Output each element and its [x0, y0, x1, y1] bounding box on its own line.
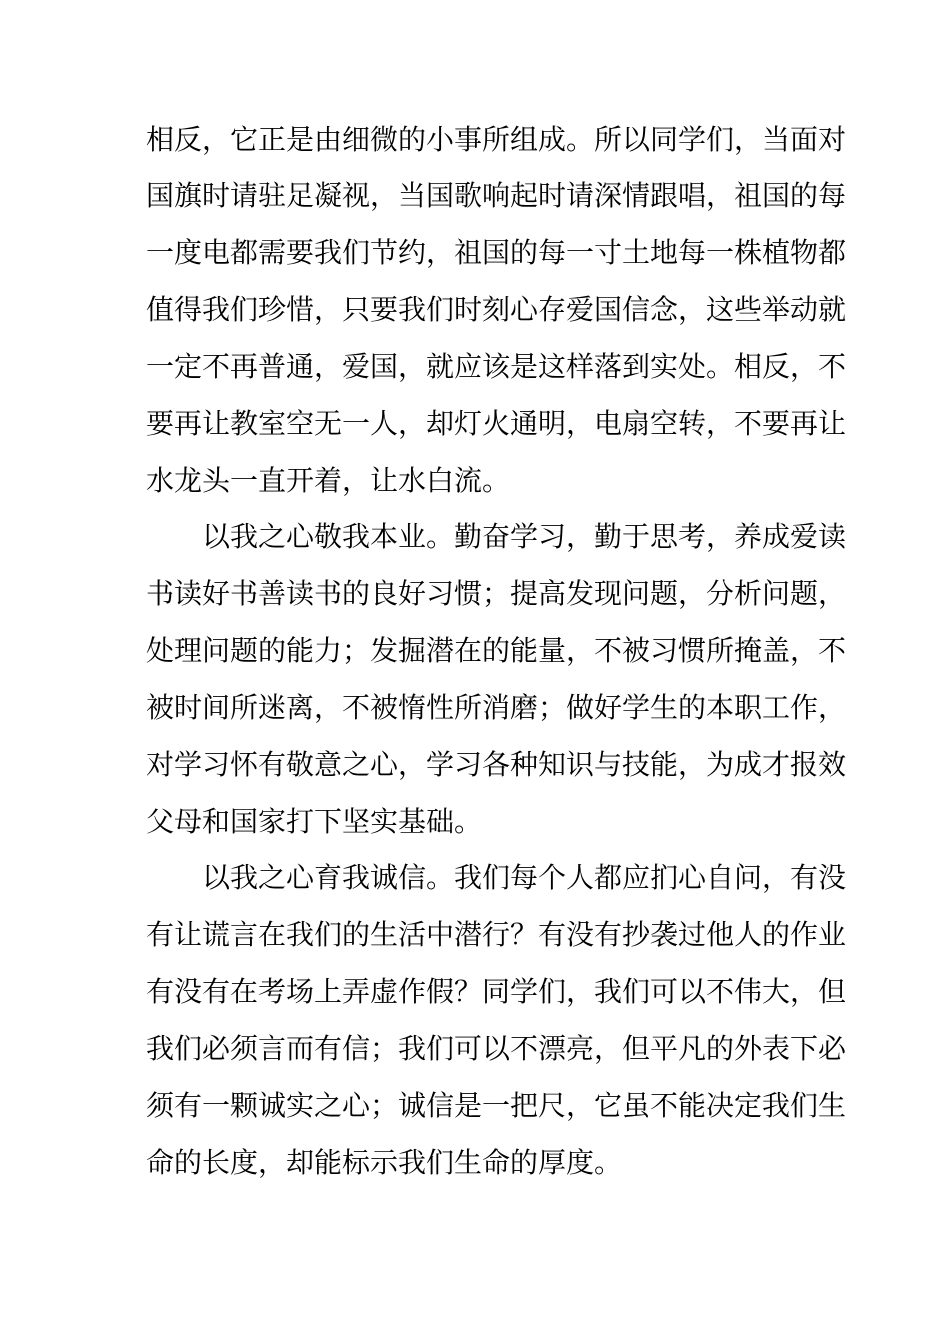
text-line: 命的长度，却能标示我们生命的厚度。: [146, 1146, 623, 1179]
text-line: 相反，它正是由细微的小事所组成。所以同学们，当面对: [146, 123, 847, 156]
text-line: 有没有在考场上弄虚作假？同学们，我们可以不伟大，但: [146, 975, 847, 1008]
text-line: 一定不再普通，爱国，就应该是这样落到实处。相反，不: [146, 350, 847, 383]
text-line: 书读好书善读书的良好习惯；提高发现问题，分析问题，: [146, 577, 847, 610]
text-line: 父母和国家打下坚实基础。: [146, 805, 483, 838]
text-line: 有让谎言在我们的生活中潜行？有没有抄袭过他人的作业: [146, 918, 847, 951]
text-line: 我们必须言而有信；我们可以不漂亮，但平凡的外表下必: [146, 1032, 847, 1065]
text-line: 一度电都需要我们节约，祖国的每一寸土地每一株植物都: [146, 236, 847, 269]
text-line: 须有一颗诚实之心；诚信是一把尺，它虽不能决定我们生: [146, 1089, 847, 1122]
text-line: 值得我们珍惜，只要我们时刻心存爱国信念，这些举动就: [146, 293, 847, 326]
text-line: 处理问题的能力；发掘潜在的能量，不被习惯所掩盖，不: [146, 634, 847, 667]
paragraph-start-line: 以我之心敬我本业。勤奋学习，勤于思考，养成爱读: [202, 520, 847, 553]
text-line: 对学习怀有敬意之心，学习各种知识与技能，为成才报效: [146, 748, 847, 781]
text-line: 国旗时请驻足凝视，当国歌响起时请深情跟唱，祖国的每: [146, 179, 847, 212]
text-line: 水龙头一直开着，让水白流。: [146, 464, 511, 497]
text-line: 要再让教室空无一人，却灯火通明，电扇空转，不要再让: [146, 407, 847, 440]
text-line: 被时间所迷离，不被惰性所消磨；做好学生的本职工作，: [146, 691, 847, 724]
paragraph-start-line: 以我之心育我诚信。我们每个人都应扪心自问，有没: [202, 861, 847, 894]
